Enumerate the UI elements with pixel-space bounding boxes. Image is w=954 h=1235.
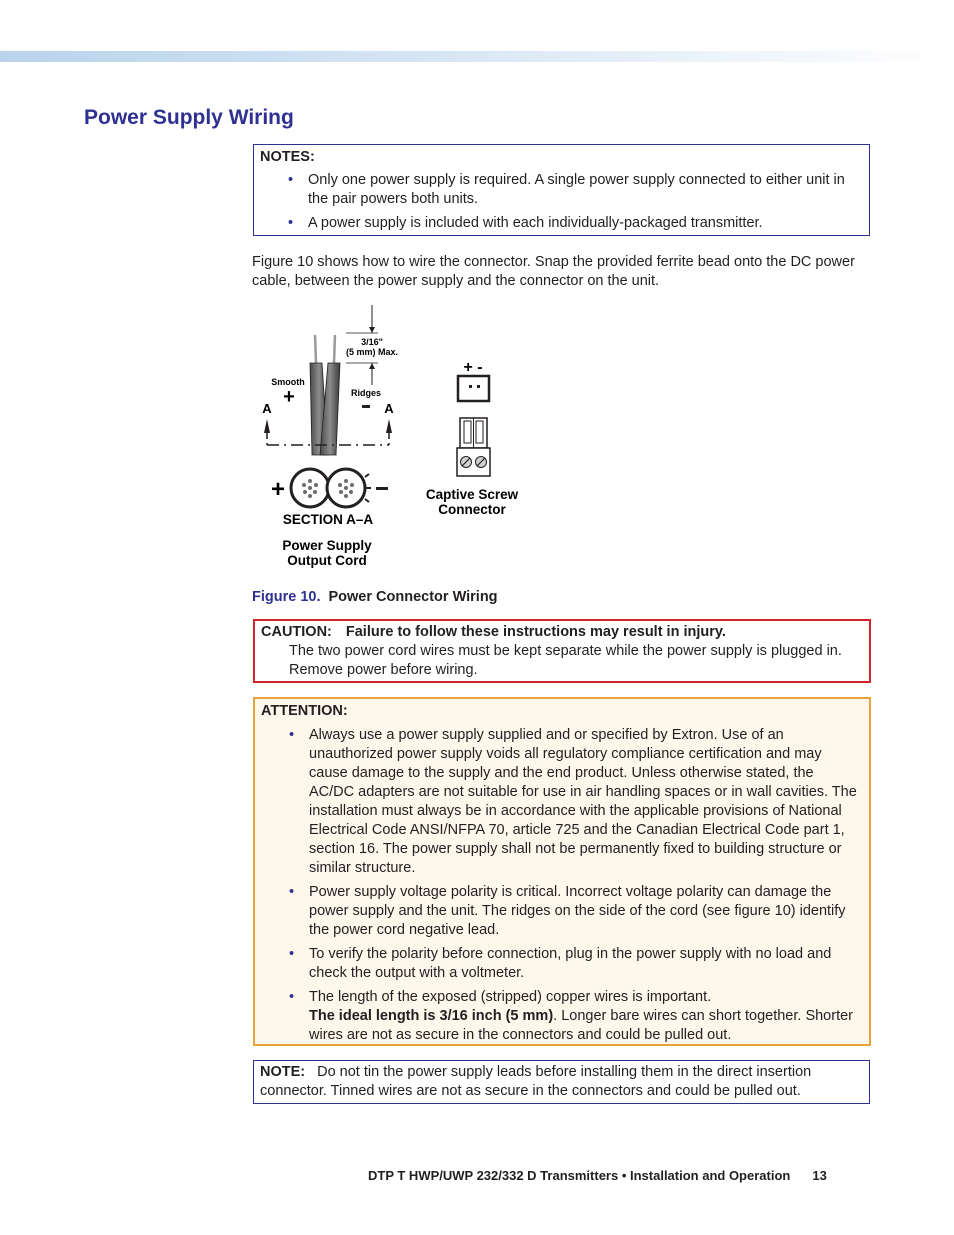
section-title: Power Supply Wiring — [84, 106, 294, 129]
connector-label-1: Captive Screw — [425, 487, 519, 502]
caution-headline: Failure to follow these instructions may result in injury. — [345, 624, 726, 640]
notes-box — [253, 144, 870, 236]
figure-caption — [252, 589, 498, 605]
power-connector-diagram — [250, 305, 550, 585]
attention-item: • To verify the polarity before connection, plug in the power supply with no load and check the output with a voltmeter. — [289, 946, 832, 981]
attention-item: • The length of the exposed (stripped) copper wires is important. The ideal length is 3/16 inch (5 mm). Longer bare wires can short together. Shorter wires are not as secure in the connectors and could be pulled out. — [289, 989, 853, 1043]
cord-label-2: Output Cord — [287, 553, 367, 568]
page-footer — [368, 1168, 827, 1183]
caution-heading: CAUTION: — [261, 624, 332, 640]
attention-list — [289, 726, 859, 1045]
minus-sign-top — [362, 405, 370, 408]
header-band — [0, 51, 954, 62]
section-marker-right: A — [384, 401, 394, 416]
captive-screw-connector — [457, 359, 490, 476]
figure-title: Power Connector Wiring — [328, 589, 498, 605]
wire-ends — [315, 335, 335, 363]
note-content — [260, 1063, 859, 1101]
length-dimension — [346, 305, 398, 385]
plus-sign-top: + — [283, 386, 295, 408]
ridges-label: Ridges — [350, 388, 382, 398]
connector-polarity-label: + - — [463, 359, 483, 376]
page-number: 13 — [812, 1168, 827, 1183]
bullet-icon: • — [288, 172, 294, 188]
notes-item: • Only one power supply is required. A single power supply connected to either unit in the pair powers both units. — [288, 172, 845, 207]
intro-paragraph: Figure 10 shows how to wire the connector. Snap the provided ferrite bead onto the DC power cable, between the power supply and the connector on the unit. — [252, 254, 855, 289]
attention-heading: ATTENTION: — [261, 703, 348, 719]
smooth-label: Smooth — [271, 377, 305, 387]
length-label-2: (5 mm) Max. — [345, 347, 399, 357]
bullet-icon: • — [289, 989, 295, 1005]
cord-label-1: Power Supply — [282, 538, 372, 553]
caution-headline-row — [261, 624, 726, 640]
section-marker-left: A — [262, 401, 272, 416]
minus-sign-section — [376, 487, 388, 490]
length-label-1: 3/16" — [361, 337, 383, 347]
section-label: SECTION A–A — [282, 512, 374, 527]
note-text: Do not tin the power supply leads before installing them in the direct insertion connector. Tinned wires are not as secure in the connectors and could be pulled out. — [260, 1064, 812, 1099]
bullet-icon: • — [289, 727, 295, 743]
attention-box — [253, 697, 871, 1046]
notes-heading: NOTES: — [260, 149, 315, 165]
bullet-icon: • — [289, 884, 295, 900]
caution-text: The two power cord wires must be kept separate while the power supply is plugged in. Remove power before wiring. — [289, 643, 842, 678]
ideal-length-text: The ideal length is 3/16 inch (5 mm) — [309, 1008, 554, 1024]
notes-list — [288, 171, 859, 233]
footer-title: DTP T HWP/UWP 232/332 D Transmitters • Installation and Operation — [368, 1168, 791, 1183]
note-heading: NOTE: — [260, 1064, 306, 1080]
attention-item: • Always use a power supply supplied and or specified by Extron. Use of an unauthorized power supply voids all regulatory compliance certification and may cause damage to the supply and the end product. Unless otherwise stated, the AC/DC adapters are not suitable for use in air handling spaces or in wall cavities. The installation must always be in accordance with the applicable provisions of National Electrical Code ANSI/NFPA 70, article 725 and the Canadian Electrical Code part 1, section 16. The power supply shall not be permanently fixed to building structure or similar structure. — [289, 727, 857, 876]
attention-item: • Power supply voltage polarity is critical. Incorrect voltage polarity can damage the power supply and the unit. The ridges on the side of the cord (see figure 10) identify the power cord negative lead. — [289, 884, 846, 938]
notes-item: • A power supply is included with each individually-packaged transmitter. — [288, 215, 763, 231]
cord-cross-section — [291, 469, 371, 507]
figure-number: Figure 10. — [252, 589, 321, 605]
plus-sign-section: + — [270, 476, 286, 503]
connector-label-2: Connector — [438, 502, 506, 517]
bullet-icon: • — [289, 946, 295, 962]
caution-box — [253, 619, 871, 683]
bullet-icon: • — [288, 215, 294, 231]
note-box — [253, 1060, 870, 1104]
